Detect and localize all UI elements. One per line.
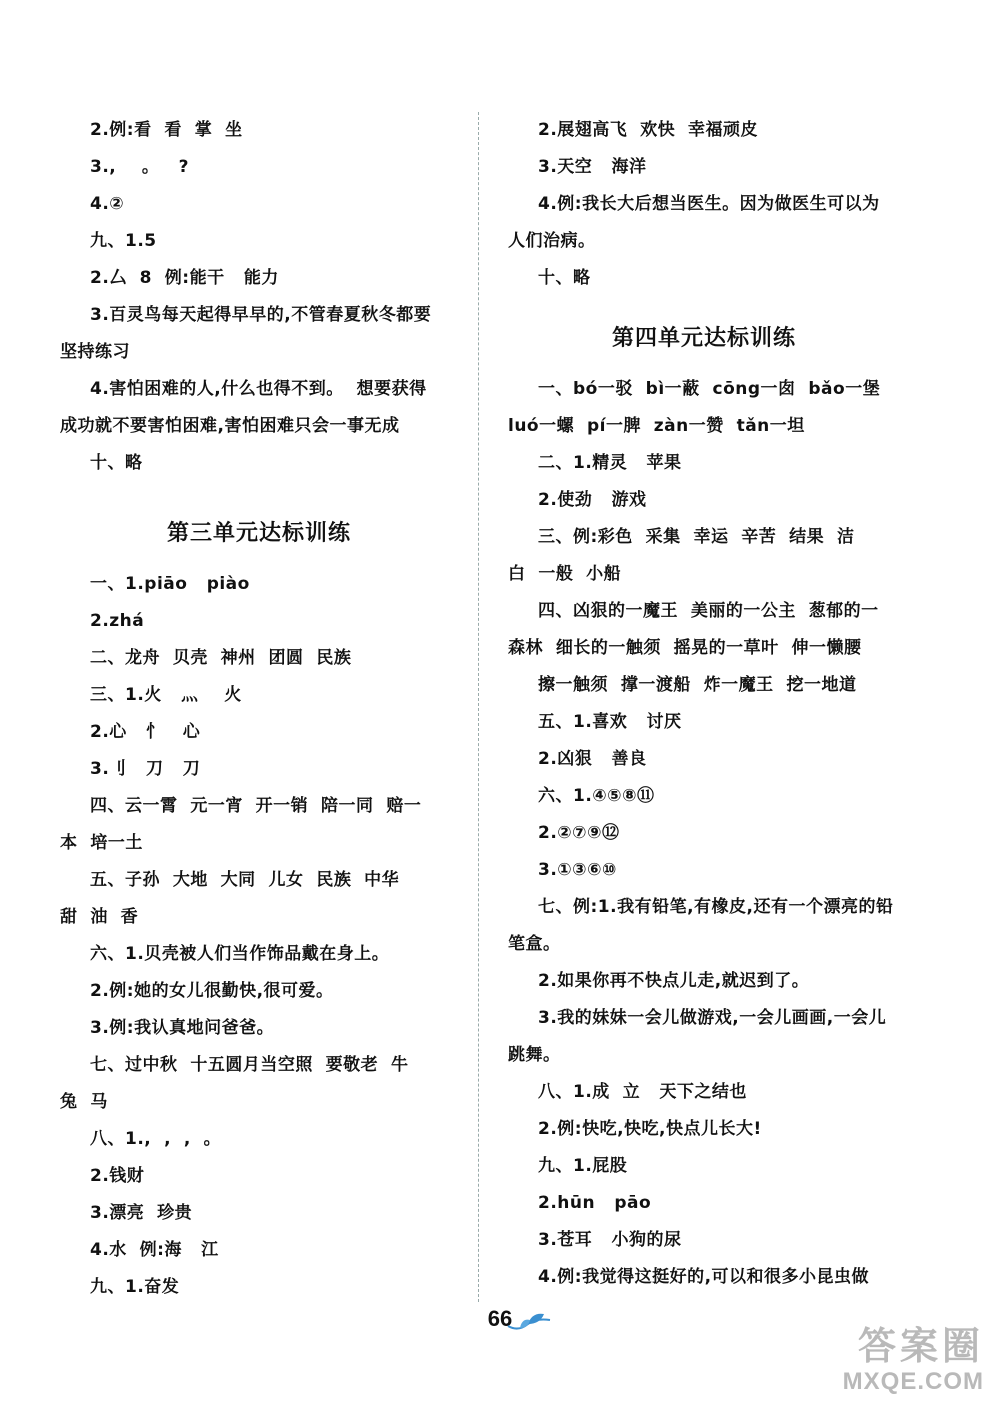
answer-line: 2.hūn pāo xyxy=(538,1193,652,1213)
answer-line: 九、1.5 xyxy=(90,231,157,251)
answer-line-continued: 白 一般 小船 xyxy=(508,564,622,584)
watermark-url: MXQE.COM xyxy=(842,1368,984,1395)
answer-line: 2.如果你再不快点儿走,就迟到了。 xyxy=(538,971,810,991)
answer-line-continued: 坚持练习 xyxy=(60,342,130,362)
watermark xyxy=(843,1325,984,1395)
answer-line: 六、1.贝壳被人们当作饰品戴在身上。 xyxy=(90,944,390,964)
answer-line-continued: 跳舞。 xyxy=(508,1045,561,1065)
answer-line-continued: 甜 油 香 xyxy=(60,907,139,927)
column-divider xyxy=(478,112,479,1302)
answer-line: 3.①③⑥⑩ xyxy=(538,860,617,880)
answer-line: 八、1., , , 。 xyxy=(90,1129,222,1149)
answer-line: 四、云一霄 元一宵 开一销 陪一同 赔一 xyxy=(90,796,422,816)
answer-line: 2.心 忄 心 xyxy=(90,722,201,742)
answer-line: 3.百灵鸟每天起得早早的,不管春夏秋冬都要 xyxy=(90,305,432,325)
answer-line-continued: 兔 马 xyxy=(60,1092,108,1112)
answer-line: 4.例:我长大后想当医生。因为做医生可以为 xyxy=(538,194,880,214)
answer-line-continued: 本 培一土 xyxy=(60,833,143,853)
answer-line: 3.我的妹妹一会儿做游戏,一会儿画画,一会儿 xyxy=(538,1008,887,1028)
answer-line-continued: luó一螺 pí一脾 zàn一赞 tǎn一坦 xyxy=(508,416,805,436)
answer-line: 2.厶 8 例:能干 能力 xyxy=(90,268,279,288)
answer-line-continued: 森林 细长的一触须 摇晃的一草叶 伸一懒腰 xyxy=(508,638,862,658)
answer-line: 2.例:快吃,快吃,快点儿长大! xyxy=(538,1119,762,1139)
leaf-ornament-icon xyxy=(506,1310,552,1336)
answer-line: 2.展翅高飞 欢快 幸福顽皮 xyxy=(538,120,758,140)
answer-line-continued: 人们治病。 xyxy=(508,231,596,251)
answer-line: 3., 。 ? xyxy=(90,157,190,177)
answer-line: 4.水 例:海 江 xyxy=(90,1240,219,1260)
answer-line: 3.例:我认真地问爸爸。 xyxy=(90,1018,275,1038)
answer-line: 2.例:看 看 掌 坐 xyxy=(90,120,243,140)
answer-line: 九、1.屁股 xyxy=(538,1156,628,1176)
answer-line: 2.例:她的女儿很勤快,很可爱。 xyxy=(90,981,334,1001)
page-number: 66 xyxy=(487,1306,513,1331)
answer-line: 2.钱财 xyxy=(90,1166,145,1186)
answer-line: 六、1.④⑤⑧⑪ xyxy=(538,786,655,806)
answer-line: 4.② xyxy=(90,194,125,214)
answer-line: 3.漂亮 珍贵 xyxy=(90,1203,193,1223)
right-column xyxy=(508,112,900,1296)
answer-line-continued: 成功就不要害怕困难,害怕困难只会一事无成 xyxy=(60,416,400,436)
answer-line: 2.凶狠 善良 xyxy=(538,749,647,769)
answer-line: 4.害怕困难的人,什么也得不到。 想要获得 xyxy=(90,379,427,399)
answer-line: 二、1.精灵 苹果 xyxy=(538,453,682,473)
answer-line: 八、1.成 立 天下之结也 xyxy=(538,1082,747,1102)
answer-line: 一、1.piāo piào xyxy=(90,574,250,594)
answer-line: 二、龙舟 贝壳 神州 团圆 民族 xyxy=(90,648,352,668)
answer-line: 2.使劲 游戏 xyxy=(538,490,647,510)
answer-line: 2.zhá xyxy=(90,611,145,631)
section-heading-unit-3: 第三单元达标训练 xyxy=(166,521,351,546)
section-heading-unit-4: 第四单元达标训练 xyxy=(611,326,796,351)
answer-line: 四、凶狠的一魔王 美丽的一公主 葱郁的一 xyxy=(538,601,879,621)
answer-line: 十、略 xyxy=(90,453,143,473)
answer-line-continued: 笔盒。 xyxy=(508,934,561,954)
answer-line: 七、例:1.我有铅笔,有橡皮,还有一个漂亮的铅 xyxy=(538,897,894,917)
answer-line: 三、1.火 灬 火 xyxy=(90,685,242,705)
answer-line: 一、bó一驳 bì一蔽 cōng一囱 bǎo一堡 xyxy=(538,379,881,399)
answer-line: 九、1.奋发 xyxy=(90,1277,180,1297)
answer-line: 擦一触须 撑一渡船 炸一魔王 挖一地道 xyxy=(538,675,857,695)
answer-line: 五、子孙 大地 大同 儿女 民族 中华 xyxy=(90,870,400,890)
answer-line: 4.例:我觉得这挺好的,可以和很多小昆虫做 xyxy=(538,1267,870,1287)
answer-line: 十、略 xyxy=(538,268,591,288)
answer-line: 2.②⑦⑨⑫ xyxy=(538,823,620,843)
answer-line: 3.刂 刀 刀 xyxy=(90,759,201,779)
answer-line: 3.苍耳 小狗的尿 xyxy=(538,1230,682,1250)
left-column xyxy=(60,112,458,1306)
answer-line: 三、例:彩色 采集 幸运 辛苦 结果 洁 xyxy=(538,527,855,547)
answer-line: 七、过中秋 十五圆月当空照 要敬老 牛 xyxy=(90,1055,409,1075)
answer-line: 3.天空 海洋 xyxy=(538,157,647,177)
answer-line: 五、1.喜欢 讨厌 xyxy=(538,712,682,732)
watermark-logo-text: 答案圈 xyxy=(857,1326,984,1368)
